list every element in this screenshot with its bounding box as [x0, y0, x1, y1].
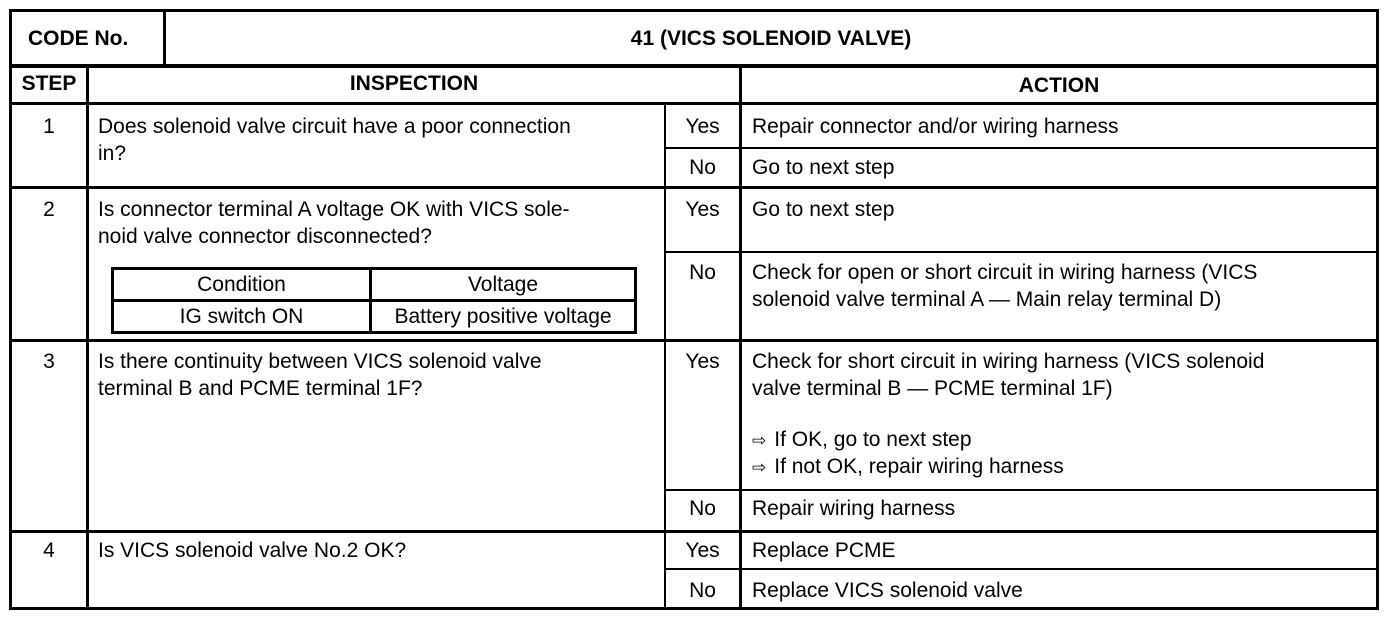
step-number: 2: [43, 198, 55, 221]
action-text: Repair wiring harness: [752, 497, 956, 520]
inspection-text: Is VICS solenoid valve No.2 OK?: [98, 539, 407, 562]
divider-step-3: [9, 530, 1379, 533]
divider-yesno-4: [664, 568, 1379, 570]
divider-step-2: [9, 339, 1379, 342]
divider-step-1: [9, 186, 1379, 189]
yes-label: Yes: [685, 539, 720, 562]
action-text: Check for open or short circuit in wiring harness (VICS: [752, 261, 1258, 284]
condition-table-row: [113, 301, 636, 333]
arrow-right-icon: ⇨: [752, 458, 767, 477]
bullet-item: [752, 453, 1064, 481]
voltage-header: Voltage: [371, 269, 636, 301]
inspection-text: noid valve connector disconnected?: [98, 225, 432, 248]
divider-yesno-2: [664, 251, 1379, 253]
code-label: CODE No.: [28, 27, 129, 50]
yes-label: Yes: [685, 350, 720, 373]
action-text: Replace VICS solenoid valve: [752, 579, 1023, 602]
action-text: Go to next step: [752, 198, 895, 221]
divider-code-row: [9, 64, 1379, 68]
bullet-text: If not OK, repair wiring harness: [774, 455, 1064, 478]
voltage-cell: Battery positive voltage: [371, 301, 636, 333]
condition-cell: IG switch ON: [113, 301, 371, 333]
border-left: [9, 9, 12, 610]
bullet-text: If OK, go to next step: [774, 428, 972, 451]
bullet-item: [752, 426, 972, 454]
action-text: Repair connector and/or wiring harness: [752, 115, 1119, 138]
column-header-step: STEP: [21, 72, 77, 95]
column-header-action: ACTION: [1018, 74, 1100, 97]
condition-header: Condition: [113, 269, 371, 301]
divider-yesno-3: [664, 489, 1379, 491]
divider-step-col: [86, 66, 89, 609]
divider-yesno-1: [664, 147, 1379, 149]
divider-header-row: [9, 102, 1379, 105]
inspection-text: Is connector terminal A voltage OK with VICS sole-: [98, 198, 570, 221]
code-value: 41 (VICS SOLENOID VALVE): [630, 27, 912, 50]
no-label: No: [689, 497, 716, 520]
action-text: Replace PCME: [752, 539, 896, 562]
inspection-text: terminal B and PCME terminal 1F?: [98, 377, 423, 400]
action-text: valve terminal B — PCME terminal 1F): [752, 377, 1113, 400]
inspection-text: in?: [98, 142, 127, 165]
condition-table: [111, 267, 637, 334]
action-text: Check for short circuit in wiring harness (VICS solenoid: [752, 350, 1265, 373]
inspection-text: Is there continuity between VICS solenoid valve: [98, 350, 542, 373]
no-label: No: [689, 261, 716, 284]
column-header-inspection: INSPECTION: [349, 72, 479, 95]
border-top: [9, 9, 1379, 12]
border-right: [1376, 9, 1379, 610]
step-number: 1: [43, 115, 55, 138]
action-text: solenoid valve terminal A — Main relay terminal D): [752, 288, 1222, 311]
yes-label: Yes: [685, 198, 720, 221]
no-label: No: [689, 579, 716, 602]
step-number: 3: [43, 350, 55, 373]
action-text: Go to next step: [752, 156, 895, 179]
arrow-right-icon: ⇨: [752, 431, 767, 450]
condition-table-header-row: [113, 269, 636, 301]
yes-label: Yes: [685, 115, 720, 138]
inspection-text: Does solenoid valve circuit have a poor connection: [98, 115, 571, 138]
no-label: No: [689, 156, 716, 179]
border-bottom: [9, 607, 1379, 610]
step-number: 4: [43, 539, 55, 562]
